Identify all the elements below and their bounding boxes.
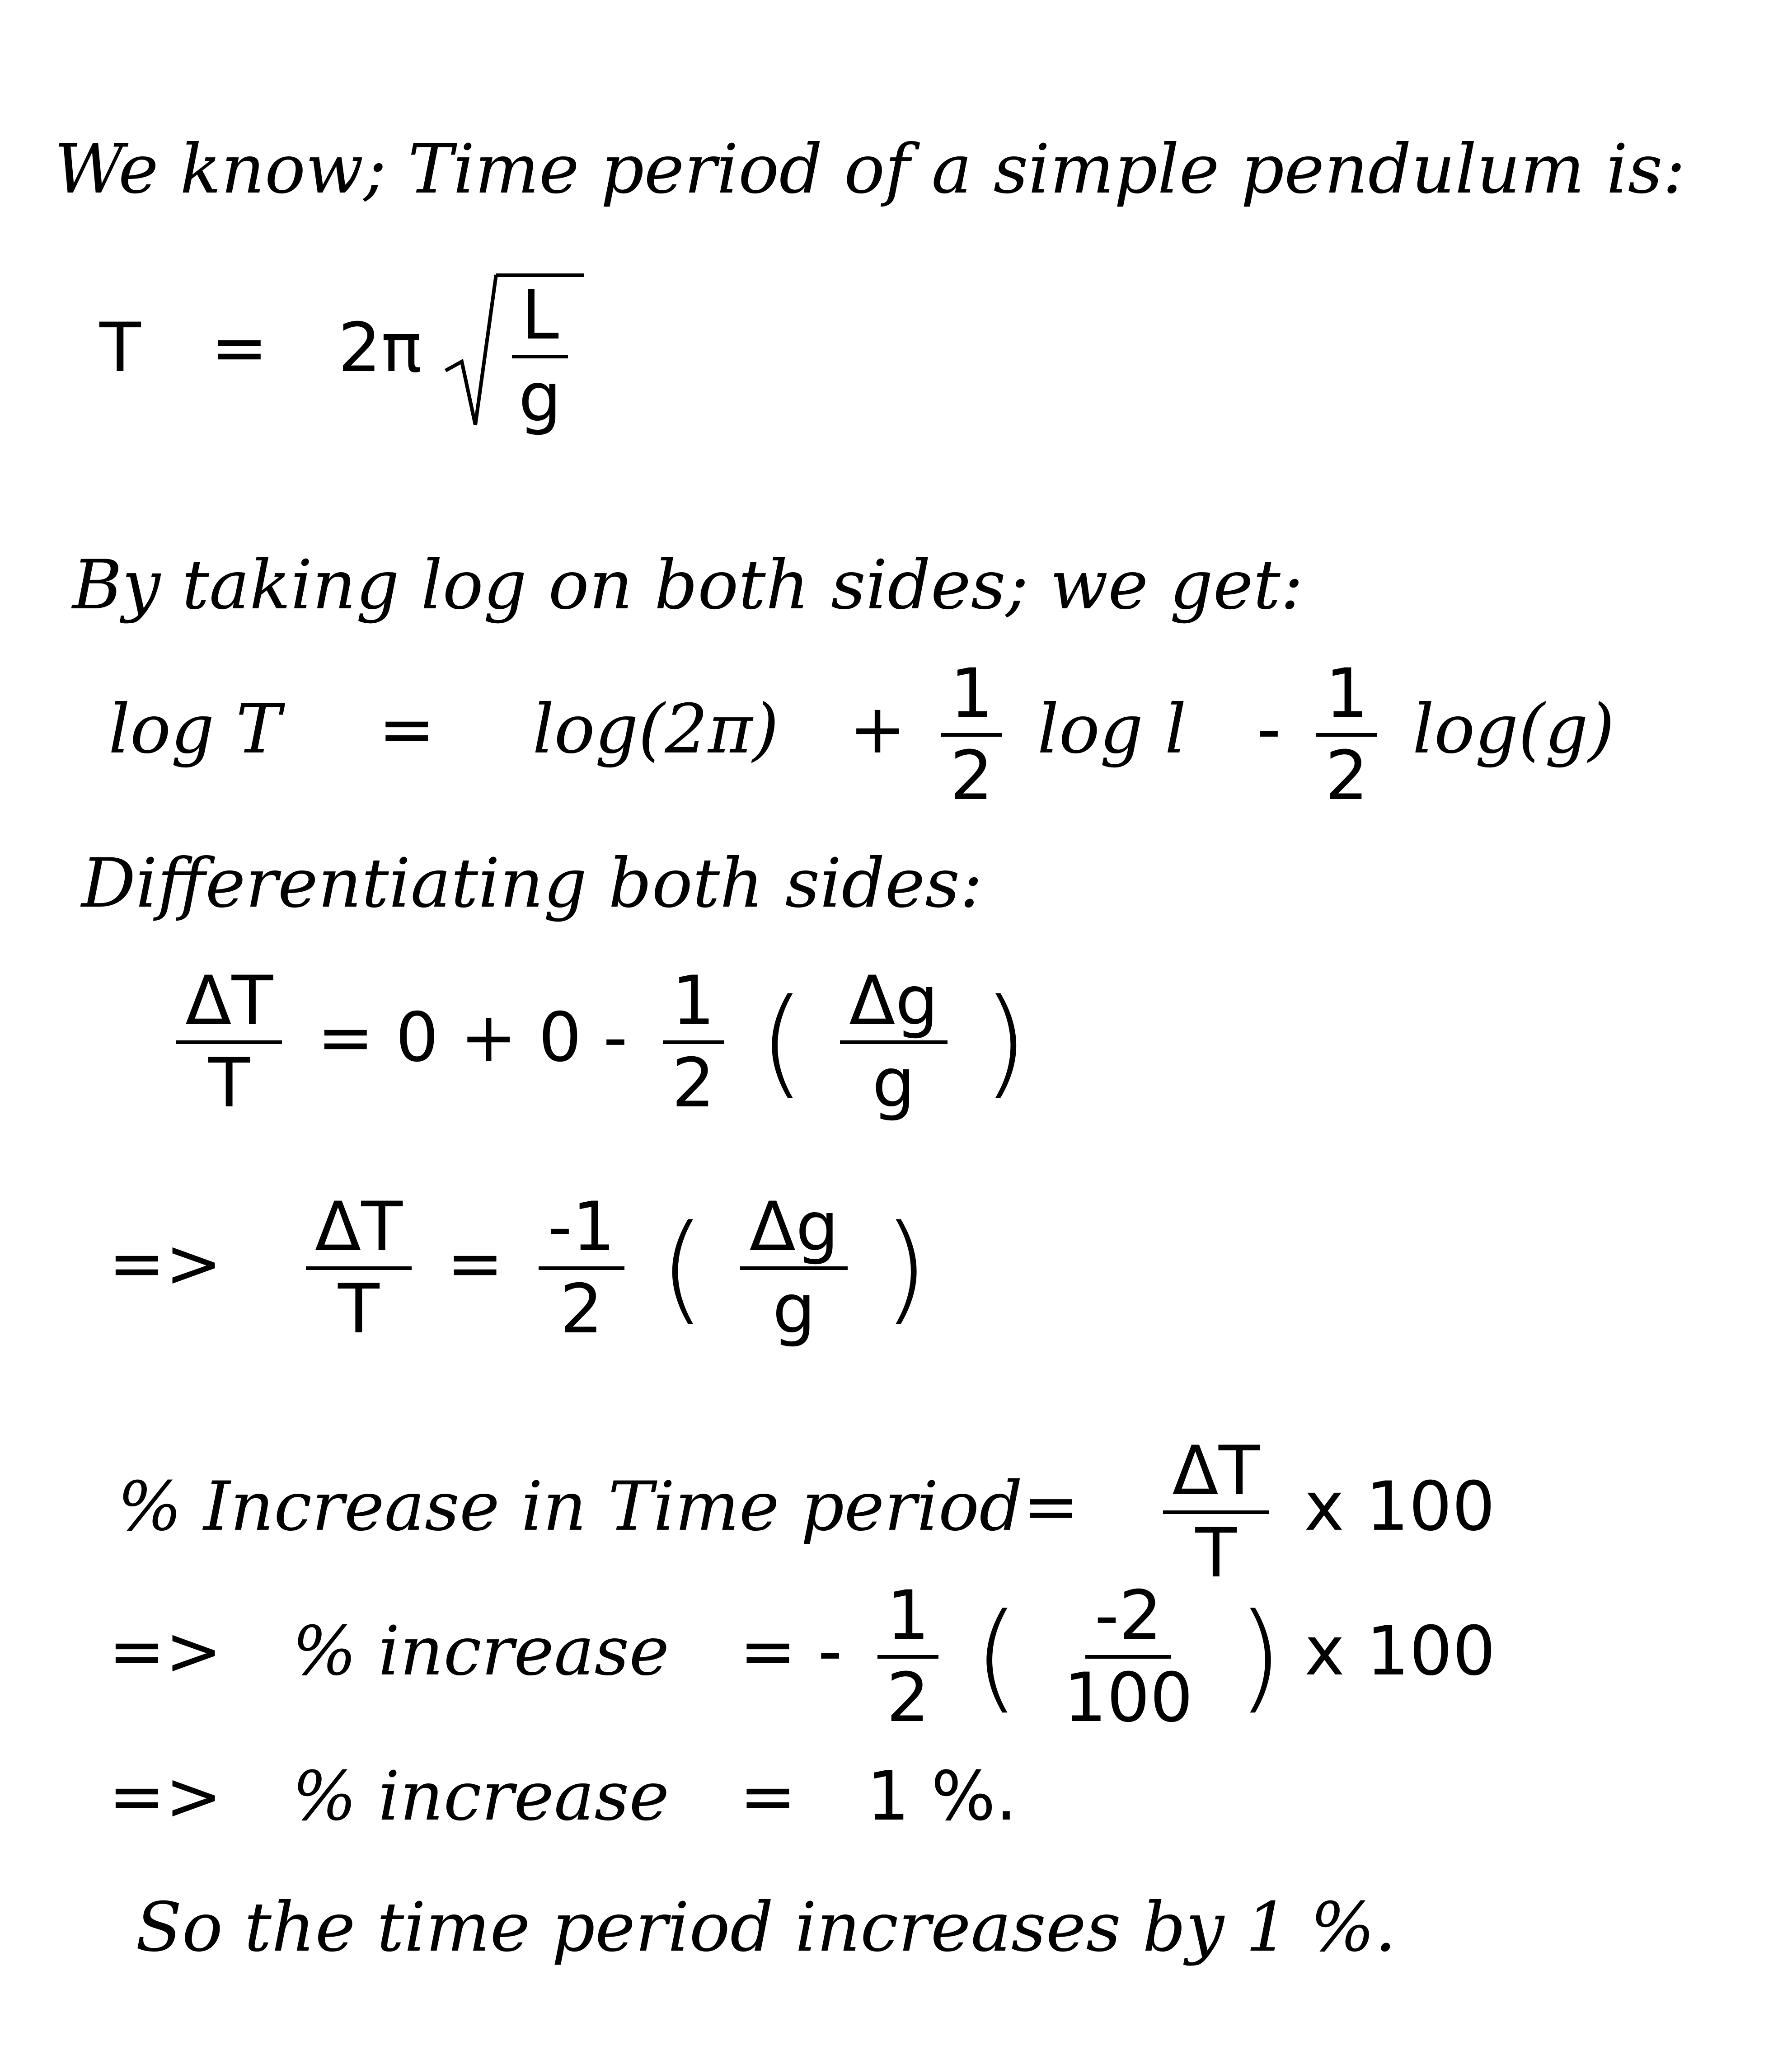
times-hundred: x 100: [1304, 1612, 1496, 1691]
close-paren: ): [982, 974, 1028, 1110]
period-symbol: T: [99, 309, 141, 388]
percent-result-value: 1 %.: [866, 1757, 1017, 1836]
percent-increase-label: % Increase in Time period=: [117, 1467, 1079, 1546]
log-t: log T: [108, 690, 281, 769]
differential-equation: [163, 962, 1028, 1123]
close-paren: ): [882, 1200, 929, 1336]
half-fraction: [941, 654, 1002, 815]
delta-t-over-t: [1163, 1432, 1269, 1593]
fraction-denominator: T: [1195, 1514, 1237, 1593]
gravity-symbol: g: [518, 358, 562, 437]
half-fraction: [1316, 654, 1377, 815]
fraction-denominator: 2: [1325, 737, 1369, 815]
percent-increase-text: % increase: [292, 1612, 670, 1691]
open-paren: (: [659, 1200, 705, 1336]
fraction-numerator: -1: [539, 1193, 624, 1270]
implies-arrow: =>: [108, 1612, 222, 1691]
open-paren: (: [973, 1589, 1020, 1725]
log-length: log l: [1037, 690, 1187, 769]
differentiate-text: Differentiating both sides:: [81, 844, 983, 923]
log-step-line: [72, 546, 1304, 625]
log-equation: [108, 654, 1615, 815]
plus-sign: +: [849, 690, 906, 769]
fraction-denominator: g: [872, 1044, 915, 1123]
minus-sign: -: [817, 1612, 843, 1691]
negative-half-fraction: [539, 1188, 624, 1349]
equals-sign: =: [739, 1757, 797, 1836]
log-two-pi: log(2π): [532, 690, 779, 769]
minus-sign: -: [1257, 690, 1281, 769]
percent-formula-line: [117, 1432, 1495, 1593]
half-fraction: [877, 1576, 938, 1737]
fraction-denominator: 100: [1064, 1659, 1193, 1737]
fraction-numerator: -2: [1085, 1582, 1171, 1659]
fraction-numerator: 1: [941, 660, 1002, 737]
equals-sign: =: [446, 1224, 504, 1303]
percent-substitution-line: [108, 1576, 1496, 1737]
fraction-numerator: ΔT: [306, 1193, 412, 1270]
delta-t-over-t: [176, 962, 282, 1123]
intro-line: [54, 130, 1686, 209]
delta-g-over-g: [840, 962, 948, 1123]
implies-arrow: =>: [108, 1224, 222, 1303]
fraction-numerator: Δg: [840, 967, 948, 1044]
fraction-numerator: 1: [877, 1582, 938, 1659]
minus-two-over-hundred: [1055, 1576, 1202, 1737]
log-step-text: By taking log on both sides; we get:: [72, 546, 1304, 625]
equals-sign: =: [378, 690, 436, 769]
fraction-numerator: 1: [663, 967, 724, 1044]
fraction-numerator: 1: [1316, 660, 1377, 737]
delta-t-over-t: [306, 1188, 412, 1349]
fraction-denominator: 2: [950, 737, 994, 815]
fraction-denominator: 2: [671, 1044, 715, 1123]
percent-result-line: [108, 1757, 1017, 1836]
times-hundred: x 100: [1304, 1467, 1495, 1546]
fraction-denominator: T: [338, 1270, 380, 1349]
zero-terms: = 0 + 0 -: [317, 998, 628, 1077]
conclusion-line: [136, 1888, 1397, 1967]
percent-increase-text: % increase: [292, 1757, 670, 1836]
intro-text: We know; Time period of a simple pendulum is:: [54, 130, 1686, 209]
length-over-gravity: [510, 276, 571, 437]
implies-arrow: =>: [108, 1757, 222, 1836]
square-root: [444, 271, 584, 437]
fraction-denominator: T: [208, 1044, 250, 1123]
two-pi: 2π: [338, 309, 422, 388]
equals-sign: =: [739, 1612, 797, 1691]
fraction-denominator: 2: [886, 1659, 930, 1737]
equals-sign: =: [211, 309, 268, 388]
length-symbol: L: [512, 282, 568, 358]
open-paren: (: [759, 974, 805, 1110]
radical-sign-icon: [444, 271, 498, 434]
formula-period: [99, 271, 584, 437]
conclusion-text: So the time period increases by 1 %.: [136, 1888, 1397, 1967]
delta-g-over-g: [740, 1188, 848, 1349]
differentiate-line: [81, 844, 983, 923]
half-fraction: [663, 962, 724, 1123]
fraction-numerator: ΔT: [176, 967, 282, 1044]
fraction-denominator: g: [772, 1270, 816, 1349]
fraction-denominator: 2: [560, 1270, 603, 1349]
close-paren: ): [1237, 1589, 1283, 1725]
fraction-numerator: Δg: [740, 1193, 848, 1270]
log-gravity: log(g): [1412, 690, 1615, 769]
simplified-equation: [108, 1188, 929, 1349]
fraction-numerator: ΔT: [1163, 1437, 1269, 1514]
